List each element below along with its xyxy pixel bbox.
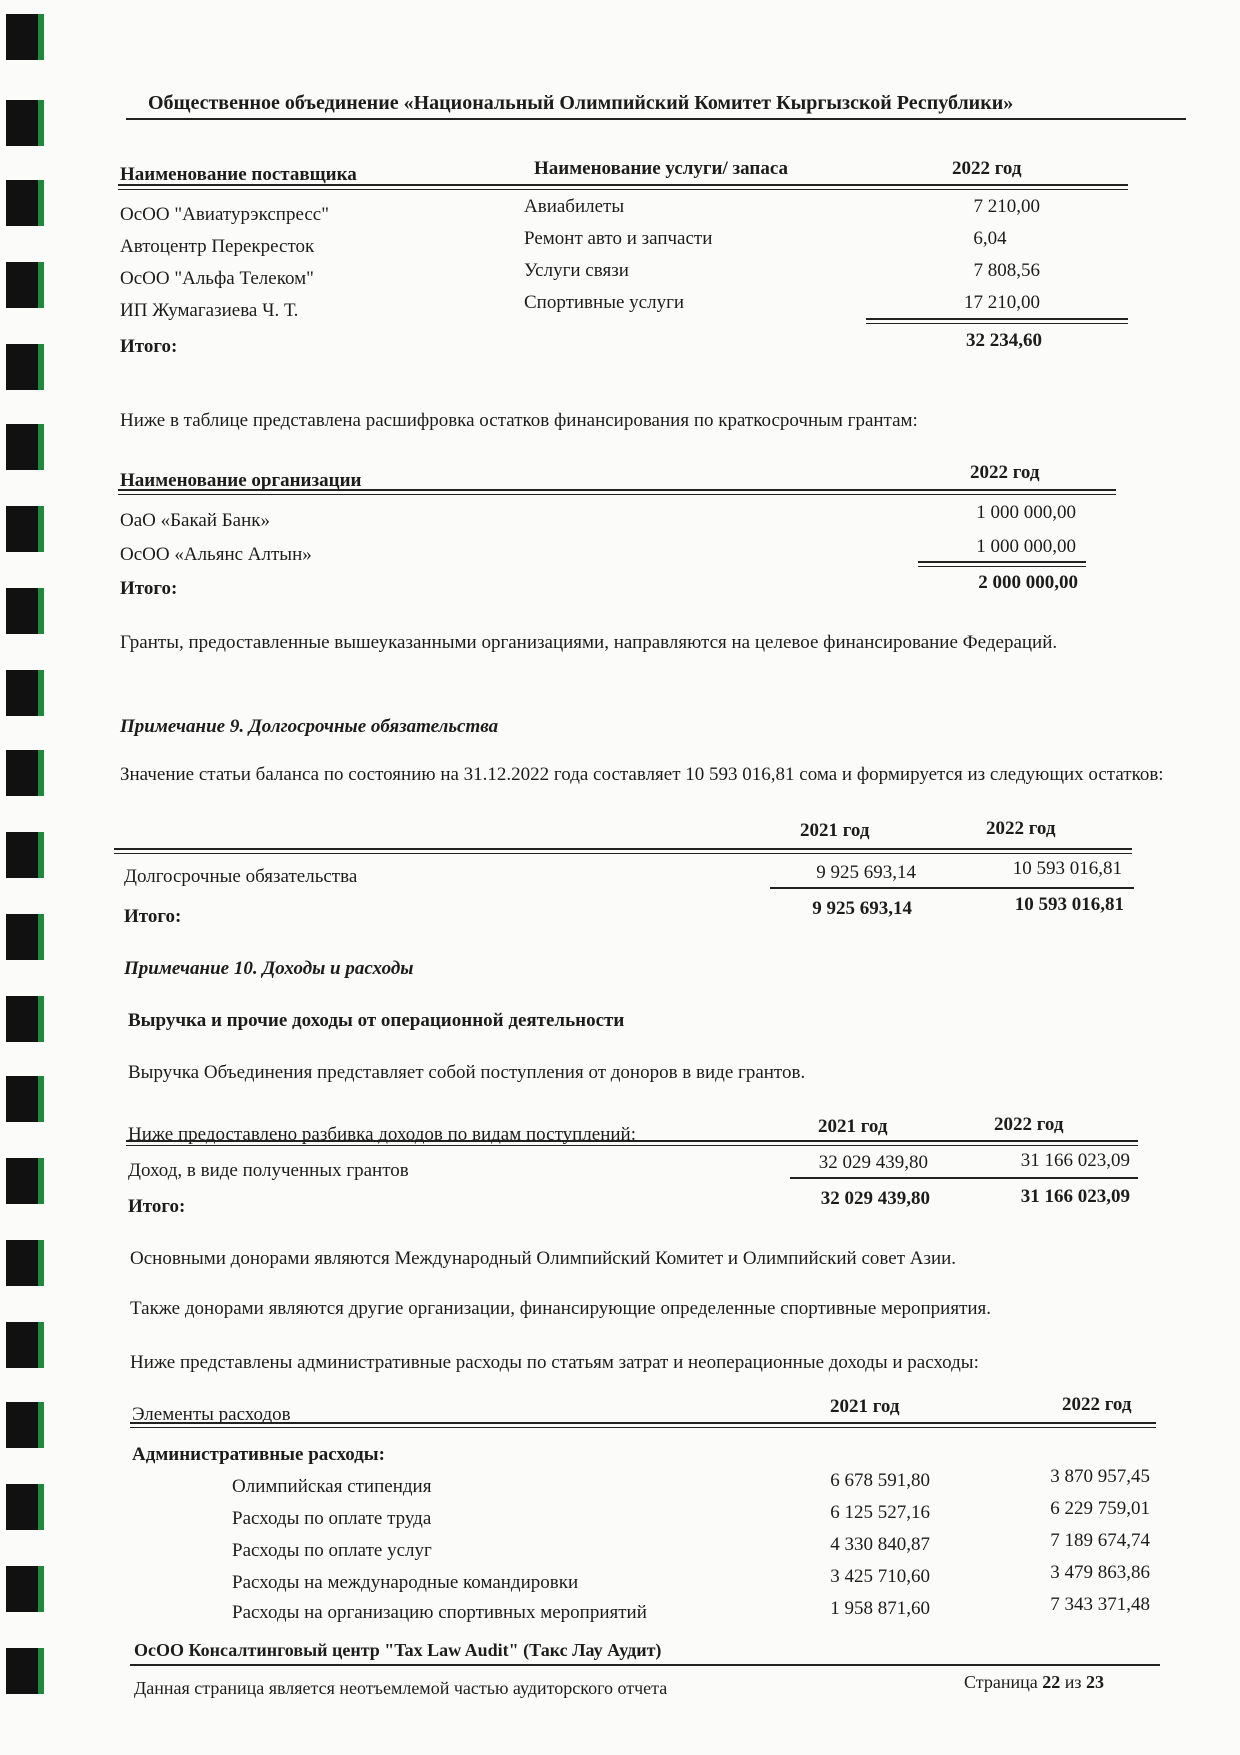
grant-org: ОаО «Бакай Банк»	[120, 510, 271, 531]
note9-title: Примечание 9. Долгосрочные обязательства	[120, 716, 499, 737]
income-total-2021: 32 029 439,80	[820, 1188, 930, 1209]
grants-note: Гранты, предоставленные вышеуказанными организациями, направляются на целевое финансирование Федераций.	[120, 632, 1058, 653]
supplier-name: ОсОО "Авиатурэкспресс"	[120, 204, 329, 225]
supplier-name: ОсОО "Альфа Телеком"	[120, 268, 314, 289]
expense-2022: 3 870 957,45	[1050, 1466, 1150, 1487]
note10-text4: Ниже представлены административные расходы по статьям затрат и неоперационные доходы и расходы:	[130, 1352, 979, 1373]
expense-2022: 6 229 759,01	[1050, 1498, 1150, 1519]
income-total-label: Итого:	[128, 1196, 186, 1217]
note9-total-2022: 10 593 016,81	[1014, 894, 1124, 915]
expense-label: Расходы по оплате услуг	[232, 1540, 432, 1561]
supplier-service: Спортивные услуги	[524, 292, 685, 313]
footer-rule	[130, 1664, 1160, 1666]
expense-2021: 3 425 710,60	[830, 1566, 930, 1587]
expense-2021: 1 958 871,60	[830, 1598, 930, 1619]
expense-2022: 7 189 674,74	[1050, 1530, 1150, 1551]
income-col-2022: 2022 год	[994, 1114, 1064, 1135]
grants-header-rule	[118, 489, 1116, 495]
note9-col-2022: 2022 год	[986, 818, 1056, 839]
supplier-value: 7 210,00	[973, 196, 1040, 217]
expense-label: Олимпийская стипендия	[232, 1476, 432, 1497]
grants-total-rule	[918, 561, 1086, 567]
note9-total-2021: 9 925 693,14	[812, 898, 912, 919]
suppliers-header-rule	[118, 184, 1128, 190]
suppliers-col-supplier: Наименование поставщика	[120, 164, 357, 185]
supplier-value: 7 808,56	[973, 260, 1040, 281]
income-row-2021: 32 029 439,80	[818, 1152, 928, 1173]
note9-header-rule	[114, 848, 1132, 854]
footer-company: ОсОО Консалтинговый центр "Tax Law Audit" (Такс Лау Аудит)	[134, 1640, 662, 1660]
suppliers-col-service: Наименование услуги/ запаса	[534, 158, 789, 179]
note9-row-label: Долгосрочные обязательства	[124, 866, 358, 887]
expenses-col-2021: 2021 год	[830, 1396, 900, 1417]
grants-col-org: Наименование организации	[120, 470, 362, 491]
expense-2021: 4 330 840,87	[830, 1534, 930, 1555]
note9-total-label: Итого:	[124, 906, 182, 927]
income-breakdown-label: Ниже предоставлено разбивка доходов по видам поступлений:	[128, 1124, 636, 1145]
note10-text1: Выручка Объединения представляет собой поступления от доноров в виде грантов.	[128, 1062, 806, 1083]
note9-row-2021: 9 925 693,14	[816, 862, 916, 883]
expenses-header-rule	[130, 1422, 1156, 1428]
expense-label: Расходы на международные командировки	[232, 1572, 579, 1593]
expense-2022: 3 479 863,86	[1050, 1562, 1150, 1583]
income-total-rule	[790, 1177, 1138, 1179]
grants-total-label: Итого:	[120, 578, 178, 599]
grants-col-year: 2022 год	[970, 462, 1040, 483]
expense-2022: 7 343 371,48	[1050, 1594, 1150, 1615]
note9-text: Значение статьи баланса по состоянию на 31.12.2022 года составляет 10 593 016,81 сома и формируется из следующих остатков:	[120, 764, 1164, 785]
income-total-2022: 31 166 023,09	[1020, 1186, 1130, 1207]
note10-subtitle: Выручка и прочие доходы от операционной деятельности	[128, 1010, 625, 1031]
expense-label: Расходы на организацию спортивных мероприятий	[232, 1602, 647, 1623]
supplier-service: Услуги связи	[524, 260, 629, 281]
suppliers-total-value: 32 234,60	[966, 330, 1042, 351]
expenses-col-2022: 2022 год	[1062, 1394, 1132, 1415]
supplier-service: Авиабилеты	[524, 196, 625, 217]
supplier-value: 17 210,00	[964, 292, 1040, 313]
note10-text2: Основными донорами являются Международный Олимпийский Комитет и Олимпийский совет Азии.	[130, 1248, 957, 1269]
expense-label: Расходы по оплате труда	[232, 1508, 432, 1529]
expense-2021: 6 678 591,80	[830, 1470, 930, 1491]
income-row-2022: 31 166 023,09	[1020, 1150, 1130, 1171]
grants-intro: Ниже в таблице представлена расшифровка остатков финансирования по краткосрочным грантам:	[120, 410, 918, 431]
grant-value: 1 000 000,00	[976, 536, 1076, 557]
income-header-rule	[126, 1140, 1138, 1146]
supplier-name: Автоцентр Перекресток	[120, 236, 315, 257]
note9-row-2022: 10 593 016,81	[1012, 858, 1122, 879]
supplier-name: ИП Жумагазиева Ч. Т.	[120, 300, 299, 321]
expenses-col-label: Элементы расходов	[132, 1404, 291, 1425]
supplier-service: Ремонт авто и запчасти	[524, 228, 713, 249]
supplier-value: 6,04	[973, 228, 1007, 249]
suppliers-col-year: 2022 год	[952, 158, 1022, 179]
expense-2021: 6 125 527,16	[830, 1502, 930, 1523]
expenses-group-title: Административные расходы:	[132, 1444, 385, 1465]
note10-text3: Также донорами являются другие организации, финансирующие определенные спортивные мероприятия.	[130, 1298, 992, 1319]
grant-org: ОсОО «Альянс Алтын»	[120, 544, 312, 565]
income-row-label: Доход, в виде полученных грантов	[128, 1160, 409, 1181]
grant-value: 1 000 000,00	[976, 502, 1076, 523]
binder-strip	[0, 0, 50, 1755]
suppliers-total-label: Итого:	[120, 336, 178, 357]
footer-note: Данная страница является неотъемлемой частью аудиторского отчета	[134, 1678, 668, 1698]
note9-col-2021: 2021 год	[800, 820, 870, 841]
note9-total-rule	[770, 887, 1134, 889]
note10-title: Примечание 10. Доходы и расходы	[124, 958, 414, 979]
grants-total-value: 2 000 000,00	[978, 572, 1078, 593]
header-rule	[126, 118, 1186, 120]
page-number: Страница 22 из 23	[964, 1672, 1104, 1692]
page-header-title: Общественное объединение «Национальный Олимпийский Комитет Кыргызской Республики»	[148, 92, 1014, 114]
income-col-2021: 2021 год	[818, 1116, 888, 1137]
suppliers-total-rule	[866, 318, 1128, 324]
